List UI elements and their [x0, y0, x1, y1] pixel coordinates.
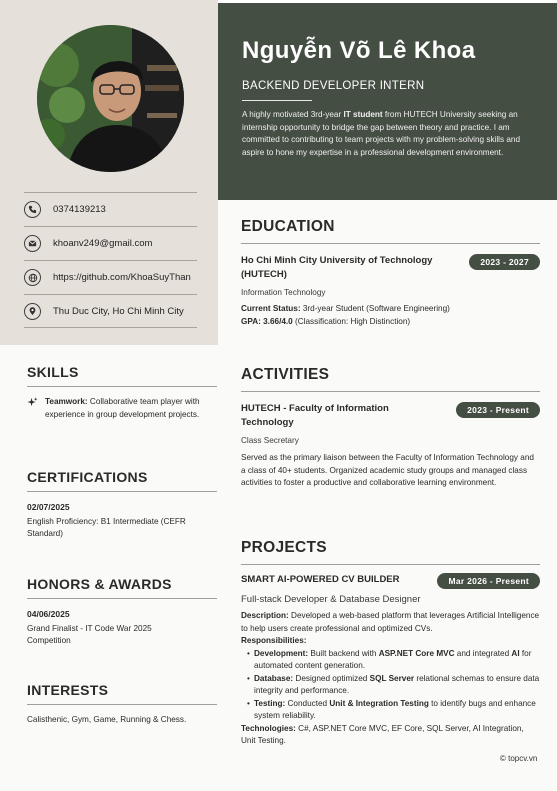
activity-entry-head — [241, 402, 540, 430]
header-panel — [218, 3, 557, 200]
description-text: Developed a web-based platform that leverages Artificial Intelligence to help users create professional and optimized CVs. — [241, 611, 540, 633]
summary-bold: IT student — [343, 110, 383, 119]
candidate-role: BACKEND DEVELOPER INTERN — [242, 80, 425, 92]
honor-item — [27, 608, 217, 648]
technologies-label: Technologies: — [241, 723, 296, 733]
honors-title: HONORS & AWARDS — [27, 576, 217, 599]
activities-title: ACTIVITIES — [241, 366, 540, 392]
email-address[interactable]: khoanv249@gmail.com — [53, 238, 153, 249]
interests-text: Calisthenic, Gym, Game, Running & Chess. — [27, 715, 187, 724]
candidate-name: Nguyễn Võ Lê Khoa — [242, 37, 476, 64]
interests-title: INTERESTS — [27, 682, 217, 705]
status-label: Current Status: — [241, 304, 301, 313]
topcv-watermark: © topcv.vn — [500, 754, 538, 763]
honor-date: 04/06/2025 — [27, 609, 70, 619]
honor-text: Grand Finalist - IT Code War 2025 Competition — [27, 623, 152, 645]
location-text: Thu Duc City, Ho Chi Minh City — [53, 305, 184, 317]
skill-label: Teamwork: — [45, 397, 88, 406]
projects-section — [241, 539, 540, 748]
skills-section — [27, 364, 217, 421]
education-entry-head — [241, 254, 540, 282]
certifications-title: CERTIFICATIONS — [27, 469, 217, 492]
project-period-badge: Mar 2026 - Present — [437, 573, 540, 589]
activity-position: Class Secretary — [241, 436, 299, 445]
sparkle-icon — [27, 397, 39, 421]
phone-icon — [24, 201, 41, 218]
summary-prefix: A highly motivated 3rd-year — [242, 110, 344, 119]
technologies-text: C#, ASP.NET Core MVC, EF Core, SQL Server, AI Integration, Unit Testing. — [241, 723, 524, 745]
activity-period-badge: 2023 - Present — [456, 402, 540, 418]
education-period-badge: 2023 - 2027 — [469, 254, 540, 270]
contact-phone — [24, 192, 197, 226]
projects-title: PROJECTS — [241, 539, 540, 565]
contact-email — [24, 226, 197, 260]
certifications-section — [27, 469, 217, 541]
role-divider — [242, 100, 312, 101]
project-name: SMART AI-POWERED CV BUILDER — [241, 574, 400, 585]
gpa-label: GPA: 3.66/4.0 — [241, 316, 293, 326]
contact-list — [24, 192, 197, 328]
left-profile-panel — [0, 0, 218, 345]
school-name: Ho Chi Minh City University of Technology (HUTECH) — [241, 255, 433, 280]
responsibility-item: • Database: Designed optimized SQL Server relational schemas to ensure data integrity and performance. — [247, 673, 540, 698]
phone-number: 0374139213 — [53, 204, 106, 215]
responsibility-item: • Testing: Conducted Unit & Integration Testing to identify bugs and enhance system reliability. — [247, 698, 540, 723]
skill-text: Collaborative team player with experience in group development projects. — [45, 397, 200, 419]
education-title: EDUCATION — [241, 218, 540, 244]
gpa-text: (Classification: High Distinction) — [292, 316, 411, 326]
certification-date: 02/07/2025 — [27, 502, 70, 512]
location-icon — [24, 303, 41, 320]
interests-section — [27, 682, 217, 727]
responsibilities-list — [247, 648, 540, 723]
honors-section — [27, 576, 217, 648]
globe-icon — [24, 269, 41, 286]
status-text: 3rd-year Student (Software Engineering) — [300, 304, 450, 313]
responsibilities-label: Responsibilities: — [241, 636, 307, 645]
github-link[interactable]: https://github.com/KhoaSuyThan — [53, 272, 191, 283]
skills-title: SKILLS — [27, 364, 217, 387]
email-icon — [24, 235, 41, 252]
certification-text: English Proficiency: B1 Intermediate (CEFR Standard) — [27, 516, 186, 538]
description-label: Description: — [241, 611, 289, 620]
education-details — [241, 303, 540, 328]
contact-location — [24, 294, 197, 328]
summary-suffix: from HUTECH University seeking an internship opportunity to bridge the gap between theory and practice. I am committed to contributing to team projects with my problem-solving skills and aspire to hone my expertise in a professional development environment. — [242, 110, 521, 157]
skill-item — [27, 396, 217, 421]
project-role: Full-stack Developer & Database Designer — [241, 594, 421, 605]
education-section — [241, 218, 540, 328]
responsibility-item: • Development: Built backend with ASP.NET Core MVC and integrated AI for automated content generation. — [247, 648, 540, 673]
profile-summary — [242, 109, 542, 159]
activities-section — [241, 366, 540, 490]
project-entry-head — [241, 573, 540, 589]
activity-description: Served as the primary liaison between the Faculty of Information Technology and a class of 40+ students. Organized academic study groups and managed class activities to foster a productive and collaborative learning environment. — [241, 453, 534, 487]
contact-github — [24, 260, 197, 294]
project-details — [241, 610, 540, 748]
profile-photo — [37, 25, 184, 172]
certification-item — [27, 501, 217, 541]
education-major: Information Technology — [241, 288, 326, 297]
activity-org: HUTECH - Faculty of Information Technology — [241, 403, 389, 428]
